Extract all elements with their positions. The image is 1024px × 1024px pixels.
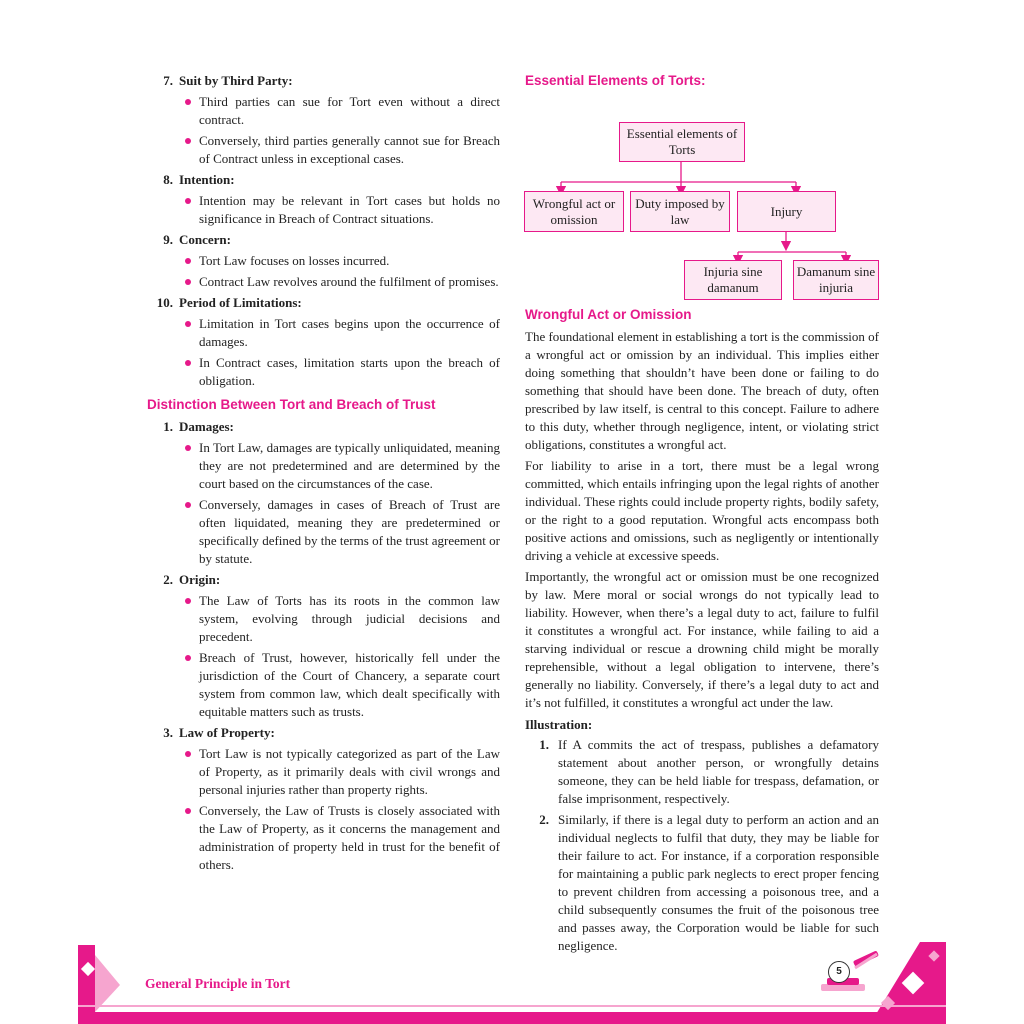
item-number: 1. — [163, 419, 173, 434]
body-paragraph: Importantly, the wrongful act or omission must be one recognized by law. Mere moral or social wrongs do not typically lead to liability. However, when there’s a legal duty to act, failure to fulfil it constitutes a wrongful act. For instance, while failing to aid a starving individual or rescue a drowning child might be morally reprehensible, without a legal obligation to intervene, there’s generally no liability. Conversely, if there’s a legal duty to act and it’s not fulfilled, it constitutes a wrongful act under the law. — [525, 569, 879, 710]
bullet-point: In Tort Law, damages are typically unliquidated, meaning they are not predetermined and are determined by the court based on the circumstances of the case. — [147, 439, 500, 493]
item-title: Law of Property: — [179, 725, 275, 740]
numbered-item — [147, 72, 500, 90]
item-title: Origin: — [179, 572, 221, 587]
bullet-list — [147, 745, 500, 874]
numbered-item — [147, 231, 500, 249]
bullet-list — [147, 592, 500, 721]
bullet-point: In Contract cases, limitation starts upon the breach of obligation. — [147, 354, 500, 390]
diagram-injury-box: Injury — [737, 191, 836, 232]
diagram-damanum-box: Damanum sine injuria — [793, 260, 879, 300]
bullet-point: Limitation in Tort cases begins upon the occurrence of damages. — [147, 315, 500, 351]
bullet-point: Third parties can sue for Tort even without a direct contract. — [147, 93, 500, 129]
illustration-number: 1. — [539, 737, 549, 752]
item-title: Period of Limitations: — [179, 295, 302, 310]
diagram-injuria-box: Injuria sine damanum — [684, 260, 782, 300]
page-number: 5 — [828, 961, 850, 983]
differences-tort-contract-list — [147, 72, 500, 390]
bullet-list — [147, 439, 500, 568]
section-heading-essential-elements: Essential Elements of Torts: — [525, 73, 706, 88]
illustration-list — [525, 736, 879, 955]
diagram-root-box: Essential elements of Torts — [619, 122, 745, 162]
left-column — [147, 72, 500, 877]
bullet-list — [147, 93, 500, 168]
wrongful-act-paragraphs — [525, 328, 879, 712]
body-paragraph: The foundational element in establishing a tort is the commission of a wrongful act or omission by an individual. This implies either doing something that shouldn’t have been done or failing to do something that should have been done. The breach of duty, often prescribed by law itself, is central to this concept. Failure to adhere to this duty, whether through negligence, intent, or violating strict obligations, constitutes a wrongful act. — [525, 329, 879, 452]
bullet-point: Conversely, the Law of Trusts is closely associated with the Law of Property, as it concerns the management and administration of property held in trust for the benefit of others. — [147, 802, 500, 874]
bullet-point: The Law of Torts has its roots in the common law system, evolving through judicial decisions and precedent. — [147, 592, 500, 646]
illustration-text: If A commits the act of trespass, publishes a defamatory statement about another person, or wrongfully detains someone, they can be held liable for trespass, defamation, or false imprisonment, respectively. — [558, 737, 879, 806]
illustration-item — [525, 811, 879, 955]
numbered-item — [147, 724, 500, 742]
illustration-number: 2. — [539, 812, 549, 827]
item-title: Intention: — [179, 172, 235, 187]
numbered-item — [147, 171, 500, 189]
item-title: Suit by Third Party: — [179, 73, 293, 88]
essential-elements-diagram — [524, 96, 884, 295]
bullet-point: Breach of Trust, however, historically fell under the jurisdiction of the Court of Chancery, a separate court system from common law, which dealt specifically with equitable matters such as trusts. — [147, 649, 500, 721]
item-number: 2. — [163, 572, 173, 587]
item-number: 7. — [163, 73, 173, 88]
differences-tort-trust-list — [147, 418, 500, 874]
bullet-point: Tort Law is not typically categorized as part of the Law of Property, as it primarily deals with civil wrongs and personal injuries rather than property rights. — [147, 745, 500, 799]
bullet-point: Contract Law revolves around the fulfilment of promises. — [147, 273, 500, 291]
numbered-item — [147, 294, 500, 312]
bullet-point: Conversely, damages in cases of Breach of Trust are often liquidated, meaning they are predetermined or specifically defined by the terms of the trust agreement or by statute. — [147, 496, 500, 568]
illustration-title: Illustration: — [525, 717, 593, 732]
bullet-point: Tort Law focuses on losses incurred. — [147, 252, 500, 270]
section-heading-wrongful-act: Wrongful Act or Omission — [525, 307, 692, 322]
numbered-item — [147, 418, 500, 436]
diagram-wrongful-act-box: Wrongful act or omission — [524, 191, 624, 232]
right-column — [525, 72, 879, 958]
body-paragraph: For liability to arise in a tort, there must be a legal wrong committed, which entails infringing upon the legal rights of another individual. These rights could include property rights, bodily safety, or the right to a good reputation. Wrongful acts encompass both positive actions and omissions, such as negligently or intentionally driving a vehicle at excessive speeds. — [525, 458, 879, 563]
illustration-item — [525, 736, 879, 808]
footer-band — [78, 1012, 946, 1024]
item-number: 10. — [156, 295, 173, 310]
footer-rule — [78, 1005, 946, 1007]
section-heading-tort-vs-trust: Distinction Between Tort and Breach of Trust — [147, 397, 436, 412]
bullet-list — [147, 252, 500, 291]
item-number: 9. — [163, 232, 173, 247]
item-number: 8. — [163, 172, 173, 187]
bullet-point: Intention may be relevant in Tort cases but holds no significance in Breach of Contract situations. — [147, 192, 500, 228]
gavel-icon — [815, 950, 885, 1000]
bullet-list — [147, 192, 500, 228]
item-title: Damages: — [179, 419, 234, 434]
bullet-point: Conversely, third parties generally cannot sue for Breach of Contract unless in exceptional cases. — [147, 132, 500, 168]
item-title: Concern: — [179, 232, 231, 247]
bullet-list — [147, 315, 500, 390]
illustration-text: Similarly, if there is a legal duty to perform an action and an individual neglects to fulfil that duty, they may be liable for their failure to act. For instance, if a corporation responsible for maintaining a public park neglects to erect proper fencing to prevent children from accessing a poisonous tree, and a child subsequently consumes the fruit of the poisonous tree and passes away, the Corporation would be liable for such negligence. — [558, 812, 879, 953]
footer-title: General Principle in Tort — [145, 976, 291, 991]
item-number: 3. — [163, 725, 173, 740]
numbered-item — [147, 571, 500, 589]
diagram-duty-box: Duty imposed by law — [630, 191, 730, 232]
